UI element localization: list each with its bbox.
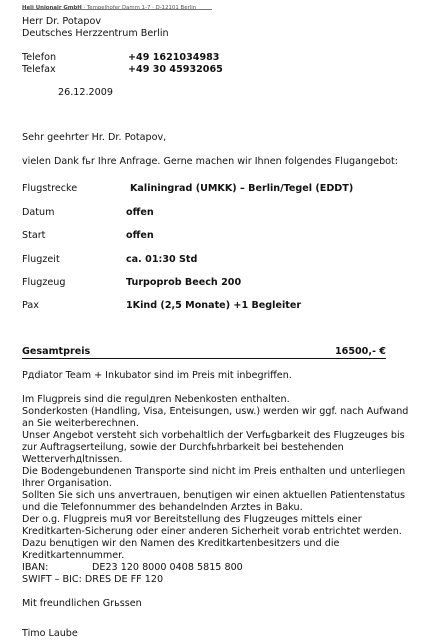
letter-date: 26.12.2009 bbox=[58, 87, 113, 98]
offer-label: Pax bbox=[22, 300, 39, 311]
iban-value: DE23 120 8000 0408 5815 800 bbox=[92, 562, 243, 573]
total-label: Gesamtpreis bbox=[22, 346, 91, 357]
signature-name: Timo Laube bbox=[22, 628, 78, 639]
swift-line: SWIFT – BIC: DRES DE FF 120 bbox=[22, 574, 164, 585]
total-price-row bbox=[22, 346, 386, 359]
offer-value: Turpoprob Beech 200 bbox=[126, 277, 242, 288]
sender-address: · Tempelhofer Damm 1-7 · D-12101 Berlin bbox=[81, 5, 197, 11]
offer-label: Flugzeit bbox=[22, 254, 60, 265]
terms-block bbox=[22, 394, 422, 562]
terms-line: Dazu benцtigen wir den Namen des Kreditkartenbesitzers und die bbox=[22, 538, 340, 549]
sender-company: Heli Unionair GmbH bbox=[22, 5, 82, 11]
sender-address-line bbox=[22, 2, 196, 14]
terms-line: und die Telefonnummer des behandelnden Arztes in Baku. bbox=[22, 502, 303, 513]
offer-value: 1Kind (2,5 Monate) +1 Begleiter bbox=[126, 300, 302, 311]
total-amount: 16500,- € bbox=[334, 346, 386, 357]
recipient-name: Herr Dr. Potapov bbox=[22, 16, 102, 27]
terms-line: zur Auftragserteilung, sowie der Durchfьhrbarkeit bei bestehenden bbox=[22, 442, 344, 453]
offer-label: Start bbox=[22, 230, 46, 241]
closing: Mit freundlichen Grьssen bbox=[22, 598, 142, 609]
salutation: Sehr geehrter Hr. Dr. Potapov, bbox=[22, 132, 167, 143]
offer-label: Datum bbox=[22, 207, 55, 218]
terms-line: Sollten Sie sich uns anvertrauen, benцtigen wir einen aktuellen Patientenstatus bbox=[22, 490, 406, 501]
fax-label: Telefax bbox=[22, 64, 56, 75]
offer-value: ca. 01:30 Std bbox=[126, 254, 198, 265]
offer-label: Flugstrecke bbox=[22, 183, 78, 194]
offer-value: offen bbox=[126, 230, 154, 241]
terms-line: Ihrer Organisation. bbox=[22, 478, 112, 489]
terms-line: Sonderkosten (Handling, Visa, Enteisungen, usw.) werden wir ggf. nach Aufwand bbox=[22, 406, 409, 417]
terms-line: Im Flugpreis sind die regulдren Nebenkosten enthalten. bbox=[22, 394, 290, 405]
included-note: Pдdiator Team + Inkubator sind im Preis mit inbegriffen. bbox=[22, 370, 292, 381]
iban-label: IBAN: bbox=[22, 562, 49, 573]
offer-value: offen bbox=[126, 207, 154, 218]
offer-value: Kaliningrad (UMKK) – Berlin/Tegel (EDDT) bbox=[130, 183, 354, 194]
terms-line: Kreditkartennummer. bbox=[22, 550, 125, 561]
phone-value: +49 1621034983 bbox=[128, 52, 220, 63]
recipient-institution: Deutsches Herzzentrum Berlin bbox=[22, 28, 169, 39]
fax-value: +49 30 45932065 bbox=[128, 64, 223, 75]
terms-line: Kreditkarten-Sicherung oder einer anderen Sicherheit vorab entrichtet werden. bbox=[22, 526, 402, 537]
offer-label: Flugzeug bbox=[22, 277, 66, 288]
phone-label: Telefon bbox=[22, 52, 57, 63]
intro-text: vielen Dank fьr Ihre Anfrage. Gerne machen wir Ihnen folgendes Flugangebot: bbox=[22, 156, 399, 167]
terms-line: Unser Angebot versteht sich vorbehaltlich der Verfьgbarkeit des Flugzeuges bis bbox=[22, 430, 405, 441]
terms-line: Die Bodengebundenen Transporte sind nicht im Preis enthalten und unterliegen bbox=[22, 466, 406, 477]
terms-line: Wetterverhдltnissen. bbox=[22, 454, 123, 465]
terms-line: Der o.g. Flugpreis muЯ vor Bereitstellung des Flugzeuges mittels einer bbox=[22, 514, 362, 525]
sender-divider bbox=[22, 9, 212, 10]
terms-line: an Sie weiterberechnen. bbox=[22, 418, 139, 429]
